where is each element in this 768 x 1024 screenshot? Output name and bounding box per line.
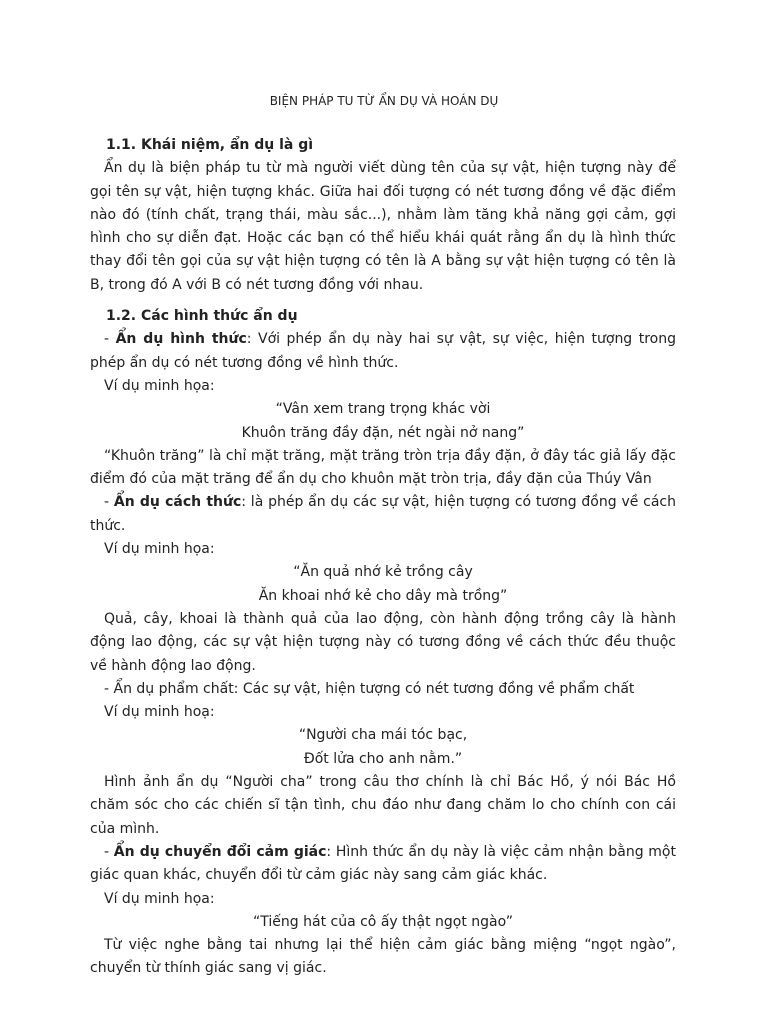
form-metaphor-text: : Với phép ẩn dụ này hai sự vật, sự việc, hiện tượng trong phép ẩn dụ có nét tương đồng về hình thức. (90, 331, 676, 371)
verse-line: “Người cha mái tóc bạc, (298, 727, 468, 744)
explanation-paragraph: Từ việc nghe bằng tai nhưng lại thể hiện cảm giác bằng miệng “ngọt ngào”, chuyển từ thính giác sang vị giác. (90, 937, 676, 977)
section-heading-1-2: 1.2. Các hình thức ẩn dụ (106, 308, 298, 325)
verse-line: “Ăn quả nhớ kẻ trồng cây (293, 564, 473, 581)
example-label: Ví dụ minh họa: (104, 541, 215, 558)
dash: - (104, 843, 114, 860)
example-label: Ví dụ minh họa: (104, 890, 215, 907)
example-label: Ví dụ minh hoạ: (104, 704, 215, 721)
verse-line: Ăn khoai nhớ kẻ cho dây mà trồng” (258, 587, 508, 604)
document-title: BIỆN PHÁP TU TỪ ẨN DỤ VÀ HOÁN DỤ (269, 94, 499, 108)
definition-paragraph: Ẩn dụ là biện pháp tu từ mà người viết dùng tên của sự vật, hiện tượng này để gọi tên sự vật, hiện tượng khác. Giữa hai đối tượng có nét tương đồng về đặc điểm nào đó (tính chất, trạng thái, màu sắc...), nhằm làm tăng khả năng gợi cảm, gợi hình cho sự diễn đạt. Hoặc các bạn có thể hiểu khái quát rằng ẩn dụ là hình thức thay đổi tên gọi của sự vật hiện tượng có tên là A bằng sự vật hiện tượng có tên là B, trong đó A với B có nét tương đồng với nhau. (90, 160, 676, 293)
explanation-paragraph: “Khuôn trăng” là chỉ mặt trăng, mặt trăng tròn trịa đầy đặn, ở đây tác giả lấy đặc điểm đó của mặt trăng để ẩn dụ cho khuôn mặt tròn trịa, đầy đặn của Thúy Vân (90, 447, 676, 488)
explanation-paragraph: Quả, cây, khoai là thành quả của lao động, còn hành động trồng cây là hành động lao động, các sự vật hiện tượng này có tương đồng về cách thức đều thuộc về hành động lao động. (90, 610, 676, 674)
form-metaphor-label: Ẩn dụ hình thức (115, 331, 247, 348)
section-heading-1-1: 1.1. Khái niệm, ẩn dụ là gì (106, 137, 314, 153)
method-metaphor-paragraph (90, 491, 676, 538)
verse-line: Khuôn trăng đầy đặn, nét ngài nở nang” (241, 424, 525, 441)
method-metaphor-label: Ẩn dụ cách thức (113, 494, 242, 511)
dash: - (104, 494, 114, 511)
verse-line: “Vân xem trang trọng khác vời (275, 401, 491, 418)
form-metaphor-paragraph (90, 328, 676, 375)
explanation-paragraph: Hình ảnh ẩn dụ “Người cha” trong câu thơ chính là chỉ Bác Hồ, ý nói Bác Hồ chăm sóc cho các chiến sĩ tận tình, chu đáo như đang chăm lo cho chính con cái của mình. (90, 774, 676, 837)
method-metaphor-text: : là phép ẩn dụ các sự vật, hiện tượng có tương đồng về cách thức. (90, 494, 676, 534)
synesthesia-metaphor-label: Ẩn dụ chuyển đổi cảm giác (113, 843, 327, 860)
document-body (90, 134, 676, 981)
example-label: Ví dụ minh họa: (104, 377, 215, 394)
verse-line: “Tiếng hát của cô ấy thật ngọt ngào” (253, 913, 513, 930)
verse-line: Đốt lửa cho anh nằm.” (303, 750, 463, 767)
quality-metaphor-paragraph: - Ẩn dụ phẩm chất: Các sự vật, hiện tượng có nét tương đồng về phẩm chất (104, 680, 635, 697)
synesthesia-metaphor-text: : Hình thức ẩn dụ này là việc cảm nhận bằng một giác quan khác, chuyển đổi từ cảm giác này sang cảm giác khác. (90, 843, 676, 884)
dash: - (104, 331, 116, 348)
synesthesia-metaphor-paragraph (90, 841, 676, 888)
